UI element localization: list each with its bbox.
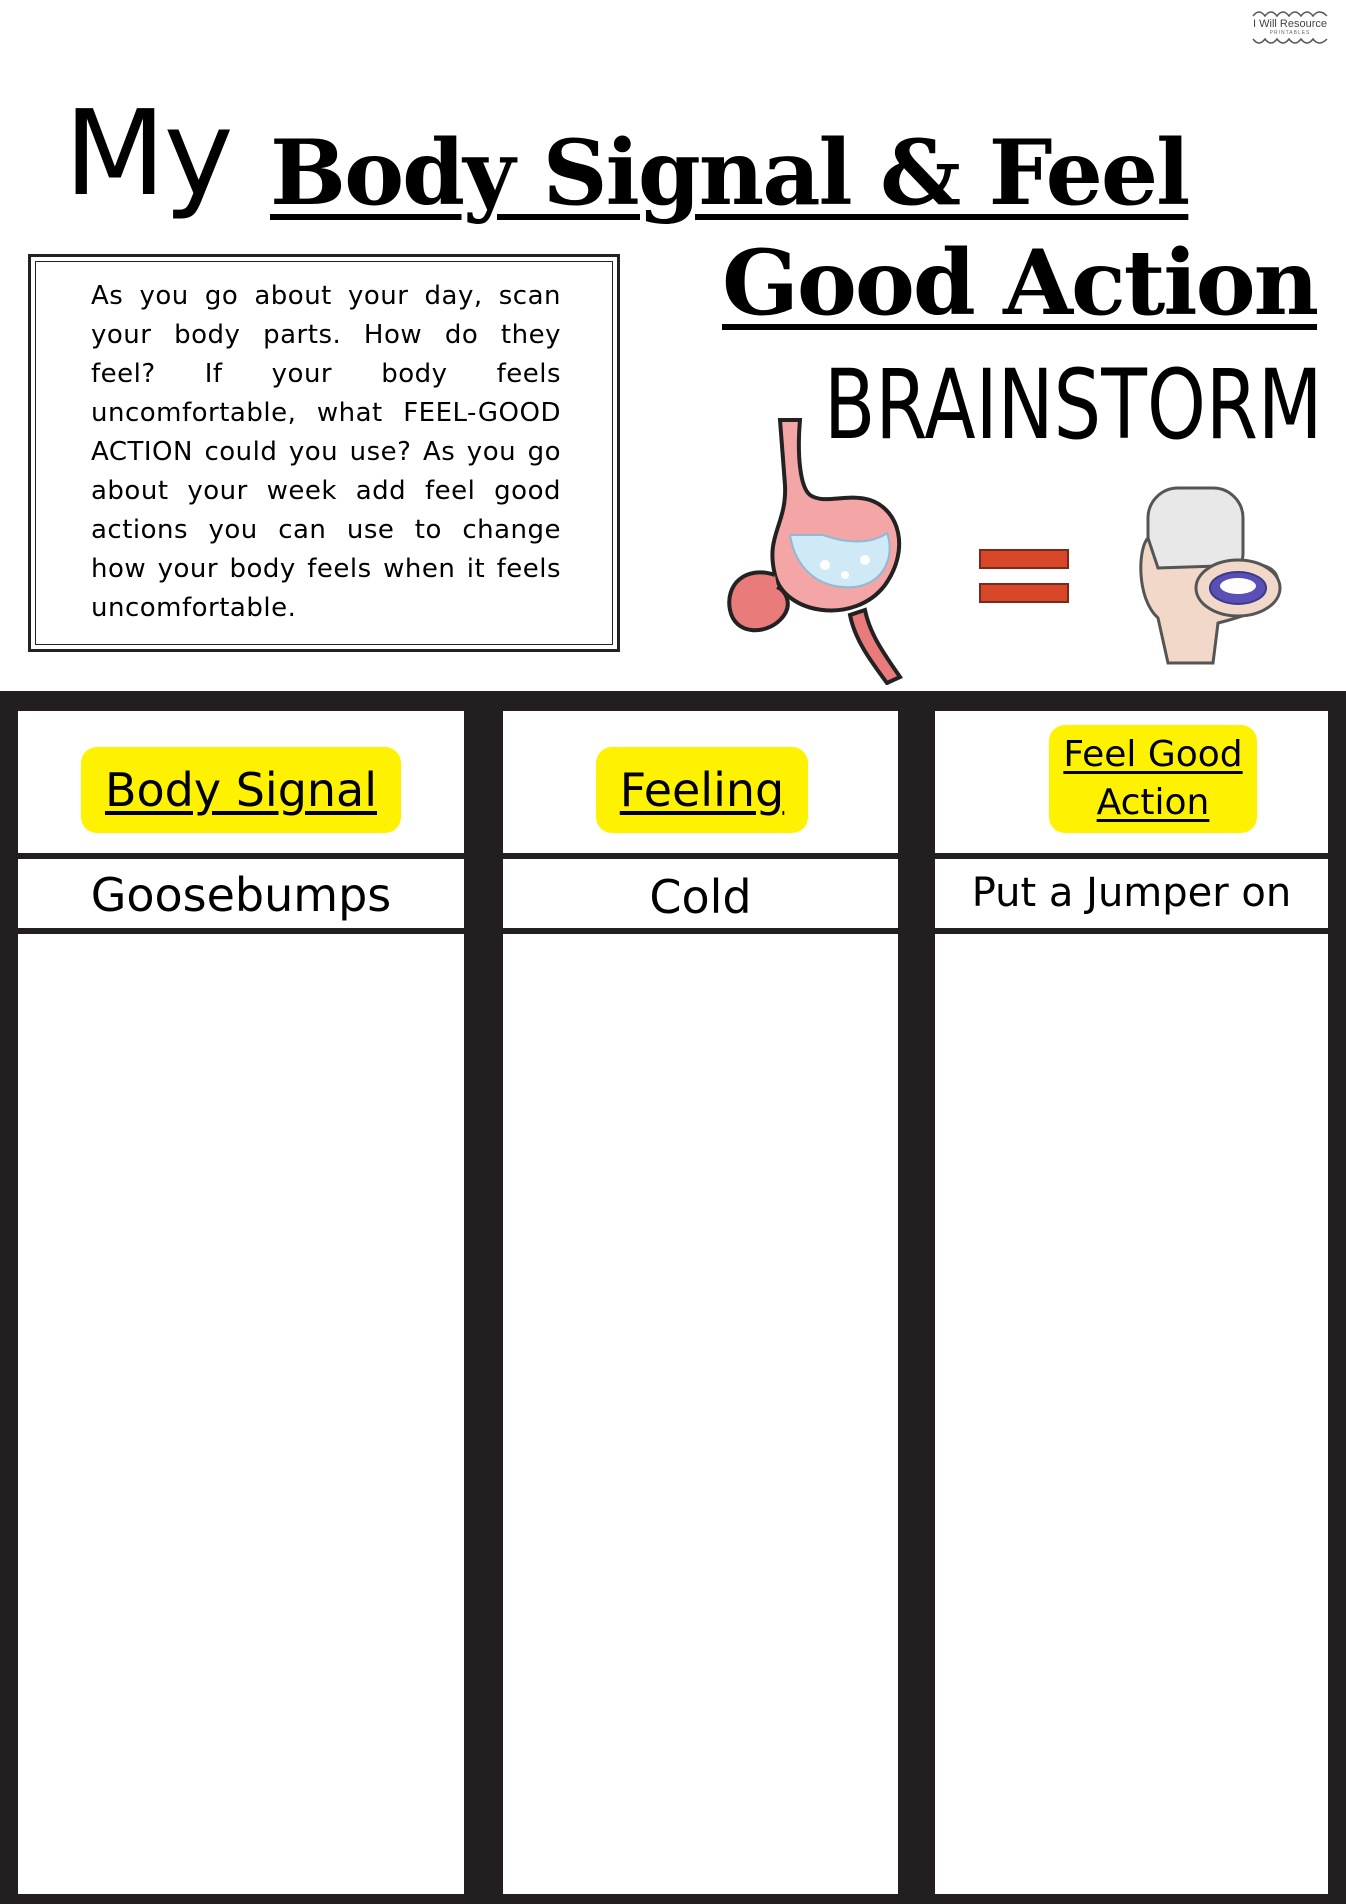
row-divider: [935, 928, 1328, 934]
cell-example-feel-good-action: Put a Jumper on: [971, 870, 1292, 916]
cell-example-feeling: Cold: [649, 870, 752, 924]
instructions-text: As you go about your day, scan your body parts. How do they feel? If your body feels uncomfortable, what FEEL-GOOD ACTION could you use? As you go about your week add feel good actions you can use to change how your body feels when it feels uncomfortable.: [91, 281, 561, 623]
title-line-1: Body Signal & Feel: [270, 120, 1189, 226]
header-body-signal: Body Signal: [81, 747, 401, 833]
row-divider: [503, 928, 898, 934]
equals-icon: [978, 548, 1070, 606]
title-brainstorm: BRAINSTORM: [824, 349, 1323, 461]
brainstorm-table: [0, 691, 1346, 1904]
header-feeling: Feeling: [596, 747, 808, 833]
row-divider: [18, 928, 464, 934]
column-feel-good-action: [935, 711, 1328, 1894]
column-body-signal: [18, 711, 464, 1894]
title-my: My: [64, 84, 232, 222]
instructions-box: [28, 254, 620, 652]
title-line-2: Good Action: [722, 230, 1318, 336]
row-divider: [18, 853, 464, 859]
row-divider: [935, 853, 1328, 859]
column-feeling: [503, 711, 898, 1894]
header-feel-good-action: Feel Good Action: [1049, 725, 1257, 833]
wave-icon: [1251, 8, 1329, 18]
cell-example-body-signal: Goosebumps: [90, 868, 392, 922]
stomach-icon: [705, 415, 915, 685]
logo-subtitle: PRINTABLES: [1269, 30, 1311, 36]
toilet-icon: [1128, 478, 1288, 668]
row-divider: [503, 853, 898, 859]
wave-icon: [1251, 37, 1329, 47]
brand-logo: [1245, 8, 1335, 47]
logo-name: I Will Resource: [1253, 18, 1327, 30]
